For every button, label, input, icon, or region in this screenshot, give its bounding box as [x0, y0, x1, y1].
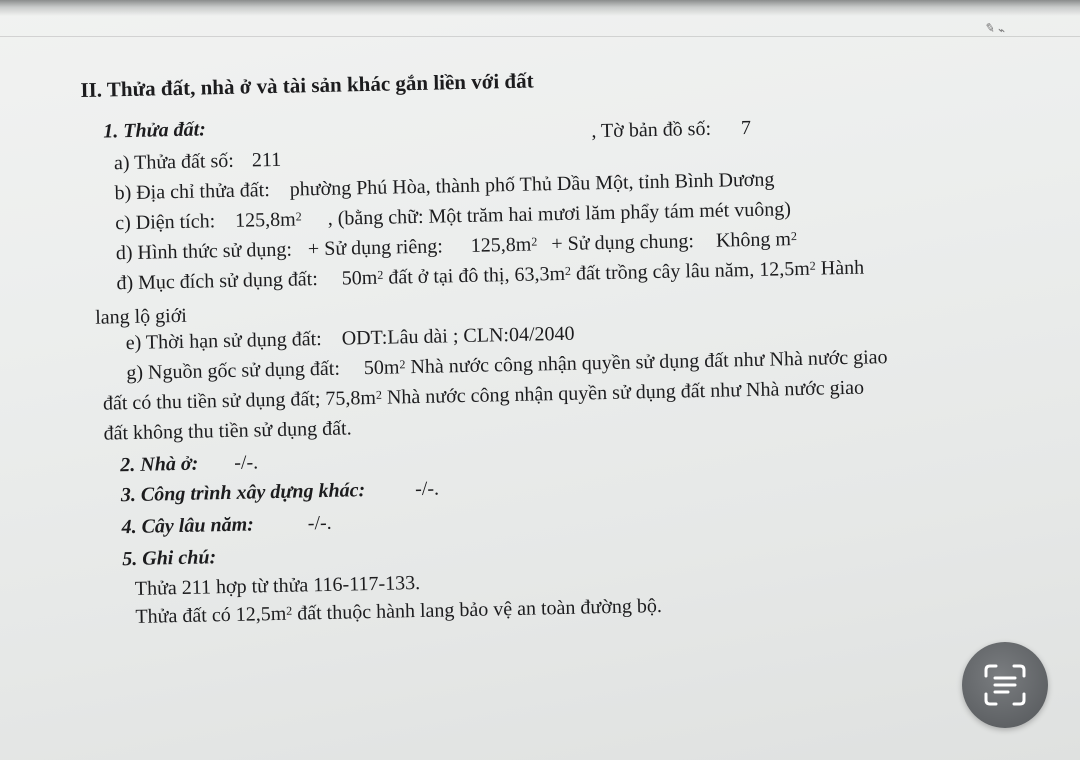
scan-text-button[interactable]	[962, 642, 1048, 728]
purpose-perennial-area: 63,3m	[514, 262, 566, 286]
usage-private-label: + Sử dụng riêng:	[307, 235, 444, 261]
notes-line-1: Thửa 211 hợp từ thửa 116-117-133.	[134, 571, 421, 600]
address-label: b) Địa chỉ thửa đất:	[114, 179, 271, 205]
section-title: II. Thửa đất, nhà ở và tài sản khác gắn liền với đất	[80, 68, 534, 102]
house-row	[120, 450, 258, 477]
address-value: phường Phú Hòa, thành phố Thủ Dầu Một, tỉnh Bình Dương	[289, 168, 775, 201]
origin-area-2: 75,8m	[325, 386, 377, 410]
purpose-continuation: lang lộ giới	[94, 304, 188, 329]
purpose-sup-2: 2	[564, 263, 572, 278]
origin-text-2c: Nhà nước công nhận quyền sử dụng đất như Nhà nước giao	[386, 376, 865, 409]
purpose-perennial-label: đất trồng cây lâu năm,	[575, 258, 755, 285]
notes-line-2-end: đất thuộc hành lang bảo vệ an toàn đường bộ.	[297, 594, 663, 625]
parcel-row	[114, 148, 282, 175]
origin-text-1: Nhà nước công nhận quyền sử dụng đất như Nhà nước giao	[410, 346, 888, 379]
term-value: ODT:Lâu dài ; CLN:04/2040	[341, 322, 575, 350]
house-value: -/-.	[233, 451, 259, 474]
notes-line-2-start: Thửa đất có	[135, 603, 231, 628]
parcel-label: a) Thửa đất số:	[113, 149, 235, 175]
notes-corridor-area: 12,5m	[235, 602, 287, 626]
map-sheet-label: , Tờ bản đồ số:	[591, 117, 712, 143]
usage-private-value: 125,8m	[470, 233, 532, 257]
origin-row-3: đất không thu tiền sử dụng đất.	[103, 417, 352, 445]
origin-text-2a: đất có thu tiền sử dụng đất;	[102, 388, 321, 415]
scan-top-edge	[0, 0, 1080, 16]
origin-sup-2: 2	[375, 387, 383, 402]
map-sheet-row	[591, 116, 751, 143]
usage-shared-sup: 2	[790, 229, 798, 244]
purpose-residential-label: đất ở tại đô thị,	[388, 264, 510, 289]
origin-label: g) Nguồn gốc sử dụng đất:	[126, 357, 341, 385]
notes-heading: 5. Ghi chú:	[122, 546, 217, 571]
purpose-label: đ) Mục đích sử dụng đất:	[116, 268, 319, 295]
usage-shared-label: + Sử dụng chung:	[551, 230, 695, 256]
map-sheet-value: 7	[740, 116, 752, 140]
trees-value: -/-.	[307, 511, 332, 535]
construction-heading: 3. Công trình xây dựng khác:	[120, 479, 366, 507]
area-value: 125,8m	[234, 208, 296, 232]
area-words: , (bằng chữ: Một trăm hai mươi lăm phẩy tám mét vuông)	[327, 198, 792, 230]
usage-private-sup: 2	[531, 234, 538, 249]
area-label: c) Diện tích:	[114, 210, 216, 235]
origin-sup-1: 2	[399, 357, 406, 372]
purpose-sup-1: 2	[377, 267, 384, 282]
parcel-value: 211	[251, 148, 282, 172]
usage-form-label: d) Hình thức sử dụng:	[115, 238, 293, 265]
notes-sup: 2	[286, 603, 293, 618]
land-heading: 1. Thửa đất:	[103, 118, 207, 143]
trees-heading: 4. Cây lâu năm:	[121, 513, 255, 539]
area-unit-sup: 2	[295, 209, 302, 224]
purpose-corridor-area: 12,5m	[759, 257, 811, 281]
scan-text-icon	[980, 660, 1030, 710]
purpose-sup-3: 2	[809, 258, 816, 273]
house-heading: 2. Nhà ở:	[120, 452, 199, 477]
trees-row	[121, 511, 332, 539]
purpose-corridor-label: Hành	[820, 256, 865, 280]
usage-shared-value: Không m	[715, 228, 792, 252]
construction-value: -/-.	[414, 477, 440, 501]
term-label: e) Thời hạn sử dụng đất:	[125, 327, 322, 355]
handwritten-corner-mark: ✎ ⌁	[984, 20, 1007, 38]
purpose-residential-area: 50m	[341, 266, 378, 290]
paper-fold-line	[0, 36, 1080, 37]
origin-area-1: 50m	[363, 356, 400, 380]
